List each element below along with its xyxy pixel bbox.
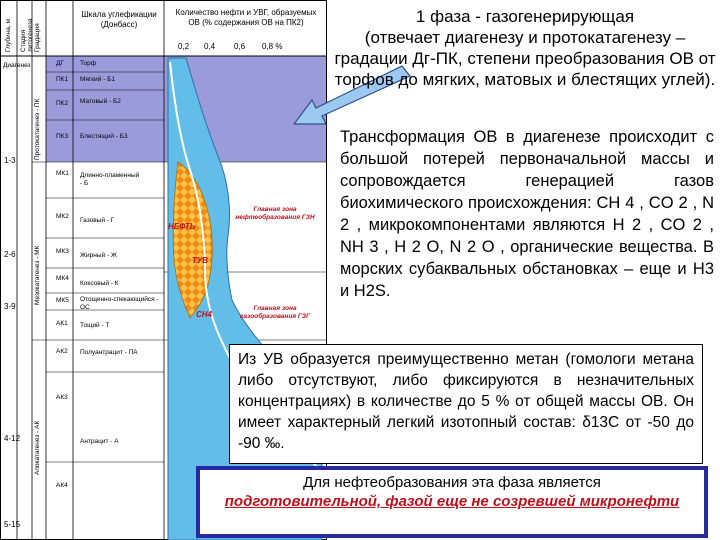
coal-rank-label: Тощий - Т — [80, 322, 110, 329]
grade-label: ПК2 — [56, 100, 69, 107]
gas-zone-label: Главная зона газообразования ГЗГ — [239, 305, 311, 320]
phase-title-line1: 1 фаза - газогенерирующая — [415, 7, 635, 26]
stage-label: Протокатагенез - ПК — [34, 98, 41, 160]
grade-label: АК2 — [56, 348, 68, 355]
phase-title — [330, 0, 720, 118]
stage-label: Мезокатагенез - МК — [34, 245, 41, 305]
oil-zone-label: Главная зона нефтеобразования ГЗН — [235, 206, 315, 221]
grade-label: МК4 — [56, 275, 69, 282]
coal-rank-label: Жирный - Ж — [80, 252, 117, 259]
grade-label: АК3 — [56, 394, 68, 401]
depth-label: 4-12 — [4, 434, 21, 443]
grade-label: АК4 — [56, 482, 68, 489]
depth-label: 3-9 — [4, 302, 16, 311]
ch4-label: CH4 — [196, 310, 213, 319]
oil-label: НЕФТЬ — [168, 222, 196, 231]
amount-tick: 0,4 — [204, 42, 216, 51]
conclusion-box — [196, 466, 708, 538]
depth-header: Глубина, м — [5, 19, 12, 52]
conclusion-inner — [199, 469, 705, 535]
grade-label: МК5 — [56, 297, 69, 304]
grade-label: ДГ — [56, 60, 64, 67]
conclusion-text: Для нефтеобразования эта фаза является — [303, 474, 601, 491]
conclusion-emphasis: подготовительной, фазой еще не созревшей микронефти — [224, 493, 680, 510]
coal-rank-label: Торф — [80, 60, 97, 67]
coal-rank-label: Длинно-пламенный - Б — [80, 172, 140, 187]
amount-tick: 0,8 % — [262, 42, 283, 51]
phase-title-line2: (отвечает диагенезу и протокатагенезу – градации Дг-ПК, степени преобразования ОВ от торфов до мягких, матовых и блестящих углей). — [334, 28, 716, 89]
oil-amount-header: Количество нефти и УВГ, образуемых ОВ (% содержания ОВ на ПК2) — [175, 8, 317, 27]
coal-rank-label: Мягкий - Б1 — [80, 76, 116, 83]
grade-label: МК1 — [56, 170, 69, 177]
methane-text-box: Из УВ образуется преимущественно метан (гомологи метана либо отсутствуют, либо фиксируются в незначительных концентрациях) в количестве до 5 % от общей массы ОВ. Он имеет характерный легкий изотопный состав: δ13C от -50 до -90 ‰. — [229, 344, 703, 464]
stage-label: Диагенез — [3, 62, 31, 69]
coal-rank-label: Антрацит - А — [80, 438, 119, 445]
grade-label: АК1 — [56, 320, 68, 327]
coal-rank-label: Матовый - Б2 — [80, 98, 121, 105]
stage-header: Стадия литогенеза — [20, 18, 34, 52]
coal-rank-label: Коксовый - К — [80, 280, 119, 287]
grade-header: Градация — [34, 23, 41, 52]
coal-scale-header: Шкала углефикации (Донбасс) — [81, 10, 157, 29]
diagenesis-text: Трансформация ОВ в диагенезе происходит с большой потерей первоначальной массы и сопровождается генерацией газов биохимического происхождения: CH 4 , CO 2 , N 2 , микрокомпонентами являются H 2 , CO 2 , NH 3 , H 2 O, N 2 O , органические вещества. В морских субаквальных обстановках – еще и H3 и H2S. — [340, 128, 714, 300]
grade-label: ПК1 — [56, 76, 69, 83]
depth-label: 1-3 — [4, 156, 16, 165]
depth-label: 5-15 — [4, 520, 21, 529]
grade-label: МК3 — [56, 248, 69, 255]
depth-label: 2-6 — [4, 250, 16, 259]
grade-label: МК2 — [56, 213, 69, 220]
coal-rank-label: Отощенно-спекающийся - ОС — [80, 296, 159, 311]
grade-label: ПК3 — [56, 133, 69, 140]
coal-rank-label: Полуантрацит - ПА — [80, 349, 138, 356]
amount-tick: 0,2 — [178, 42, 190, 51]
tuv-label: ТУВ — [192, 256, 209, 265]
coal-rank-label: Газовый - Г — [80, 217, 115, 224]
coal-rank-label: Блестящий - Б3 — [80, 133, 128, 140]
amount-tick: 0,6 — [234, 42, 246, 51]
stage-label: Апокатагенез - АК — [34, 420, 41, 475]
